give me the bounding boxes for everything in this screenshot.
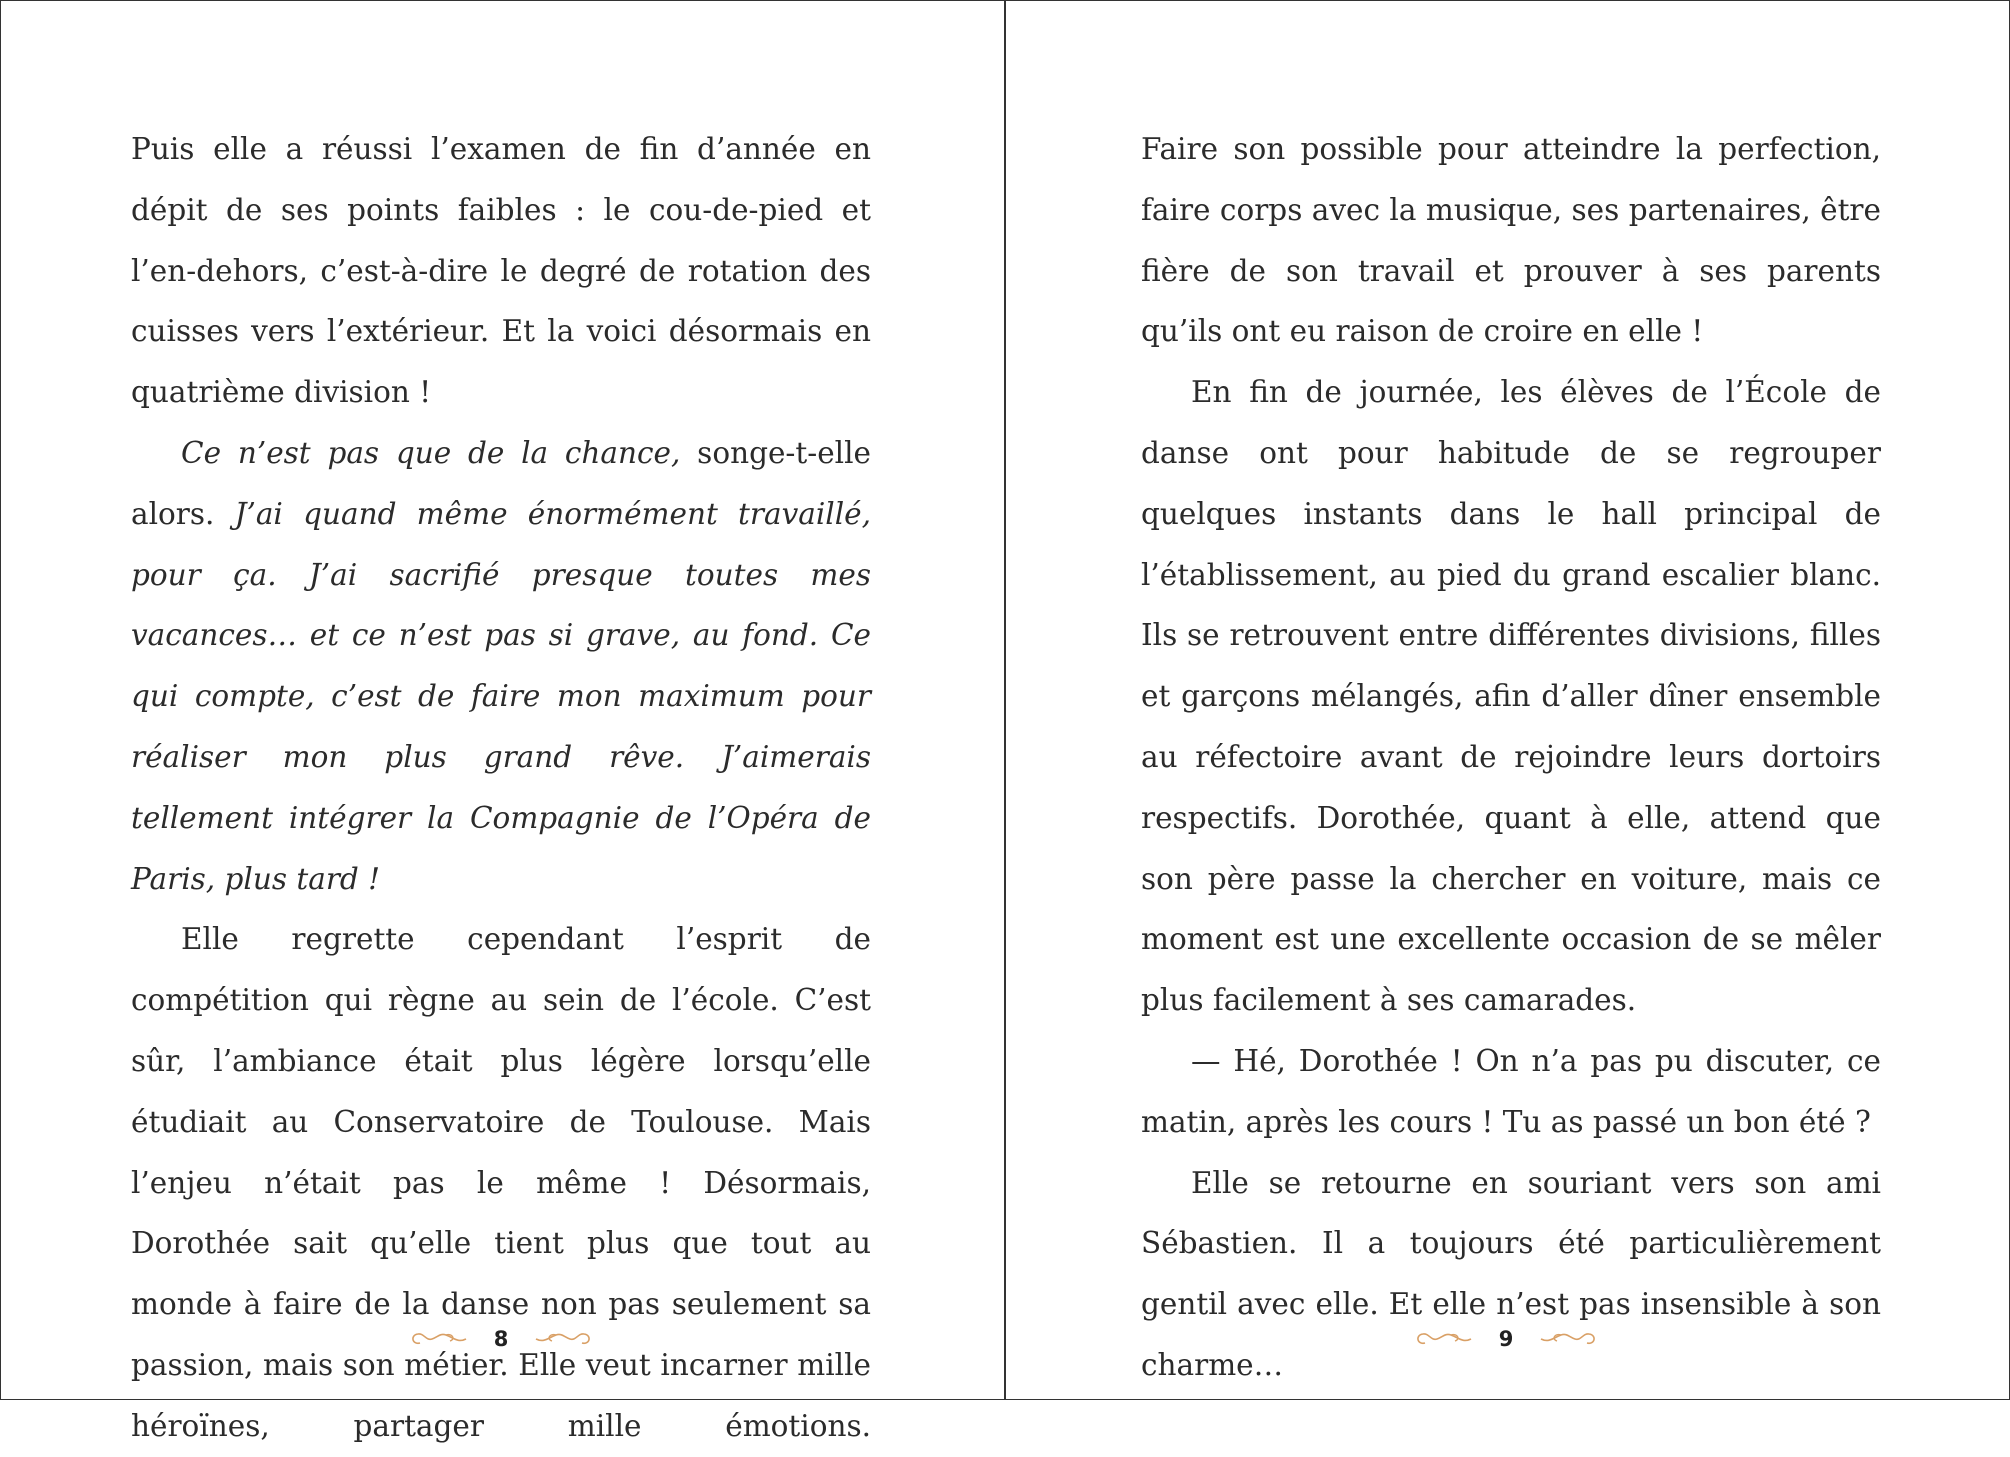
paragraph-text: Faire son possible pour atteindre la perfection, faire corps avec la musique, ses partenaires, être fière de son travail et prouver à ses parents qu’ils ont eu raison de croire en elle ! — [1141, 132, 1881, 349]
paragraph — [1141, 362, 1881, 1031]
thought-text: J’ai quand même énormément travaillé, pour ça. J’ai sacrifié presque toutes mes vacances… et ce n’est pas si grave, au fond. Ce qui compte, c’est de faire mon maximum pour réaliser mon plus grand rêve. J’aimerais tellement intégrer la Compagnie de l’Opéra de Paris, plus tard ! — [131, 496, 871, 896]
page-footer — [1006, 1327, 2006, 1351]
page-footer — [1, 1327, 1001, 1351]
flourish-ornament-icon — [406, 1327, 472, 1351]
paragraph-text: songe-t-elle alors. — [131, 435, 871, 531]
paragraph — [131, 909, 871, 1456]
dialogue-text: — Hé, Dorothée ! On n’a pas pu discuter, ce matin, après les cours ! Tu as passé un bon été ? — [1141, 1043, 1881, 1139]
paragraph-text: Elle se retourne en souriant vers son ami Sébastien. Il a toujours été particulièrement gentil avec elle. Et elle n’est pas insensible à son charme… — [1141, 1165, 1881, 1382]
thought-text: Ce n’est pas que de la chance, — [181, 435, 681, 470]
left-page-text — [131, 119, 871, 1457]
paragraph — [1141, 119, 1881, 362]
flourish-ornament-icon — [530, 1327, 596, 1351]
paragraph — [131, 423, 871, 909]
right-page-text — [1141, 119, 1881, 1396]
paragraph-text: Puis elle a réussi l’examen de fin d’année en dépit de ses points faibles : le cou-de-pied et l’en-dehors, c’est-à-dire le degré de rotation des cuisses vers l’extérieur. Et la voici désormais en quatrième division ! — [131, 132, 871, 410]
paragraph-text: Elle regrette cependant l’esprit de compétition qui règne au sein de l’école. C’est sûr, l’ambiance était plus légère lorsqu’elle étudiait au Conservatoire de Toulouse. Mais l’enjeu n’était pas le même ! Désormais, Dorothée sait qu’elle tient plus que tout au monde à faire de la danse non pas seulement sa passion, mais son métier. Elle veut incarner mille héroïnes, partager mille émotions. — [131, 922, 871, 1443]
paragraph-text: En fin de journée, les élèves de l’École de danse ont pour habitude de se regrouper quelques instants dans le hall principal de l’établissement, au pied du grand escalier blanc. Ils se retrouvent entre différentes divisions, filles et garçons mélangés, afin d’aller dîner ensemble au réfectoire avant de rejoindre leurs dortoirs respectifs. Dorothée, quant à elle, attend que son père passe la chercher en voiture, mais ce moment est une excellente occasion de se mêler plus facilement à ses camarades. — [1141, 375, 1881, 1018]
page-number: 9 — [1498, 1327, 1514, 1351]
left-page — [1, 1, 1005, 1443]
page-number: 8 — [493, 1327, 509, 1351]
paragraph — [1141, 1031, 1881, 1153]
paragraph — [131, 119, 871, 423]
paragraph — [1141, 1153, 1881, 1396]
right-page — [1006, 1, 2009, 1399]
flourish-ornament-icon — [1411, 1327, 1477, 1351]
flourish-ornament-icon — [1535, 1327, 1601, 1351]
